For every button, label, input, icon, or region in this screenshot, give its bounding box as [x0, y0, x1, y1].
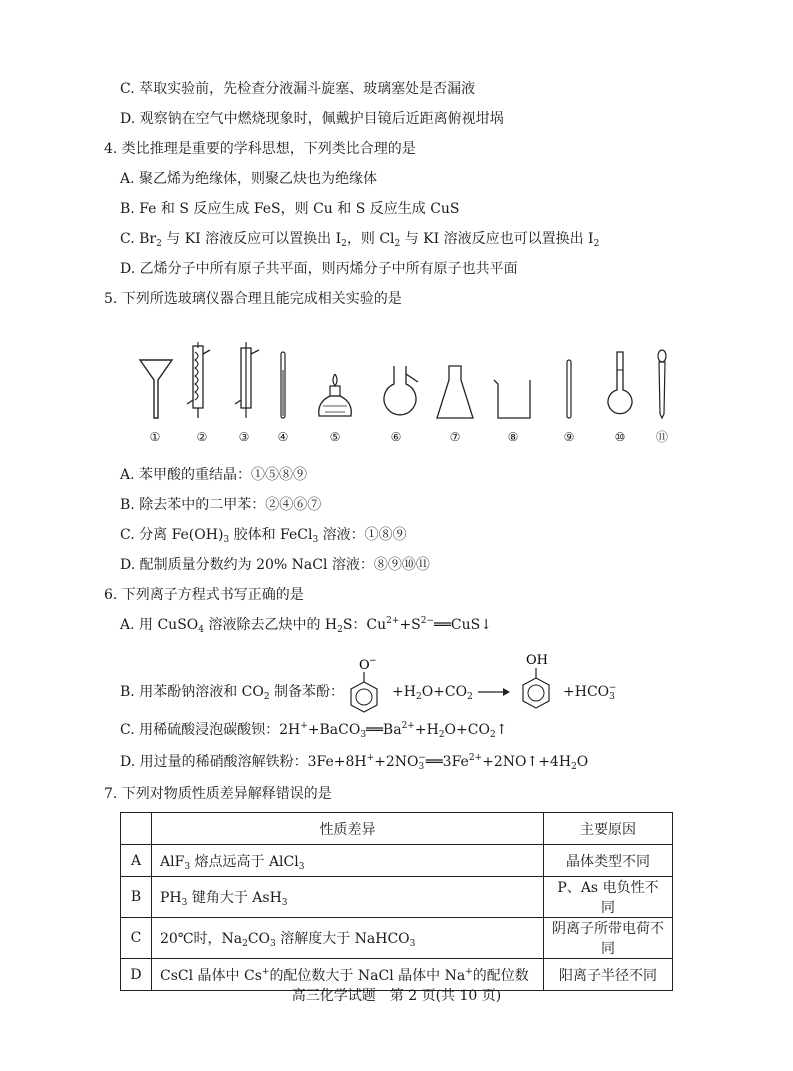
- apparatus-label: ④: [277, 430, 289, 444]
- row-reason: P、As 电负性不同: [544, 877, 673, 918]
- thermometer-icon: [278, 350, 288, 420]
- q5-option-c: C. 分离 $Fe(OH)_3$ 胶体和 FeCl$_3$ 溶液：①⑧⑨: [120, 527, 407, 545]
- phenoxide-structure: [345, 655, 385, 717]
- reaction-arrow-icon: [476, 685, 512, 699]
- conical-flask-icon: [435, 364, 475, 420]
- q3-option-d: D. 观察钠在空气中燃烧现象时，佩戴护目镜后近距离俯视坩埚: [120, 111, 504, 127]
- q5-option-b: B. 除去苯中的二甲苯：②④⑥⑦: [120, 497, 322, 513]
- q6-option-a: A. 用 CuSO$_4$ 溶液除去乙炔中的 $H_2S$：$Cu^{2+}+S^{2-}══CuS↓$: [120, 616, 492, 635]
- q6-stem: 6. 下列离子方程式书写正确的是: [104, 587, 304, 603]
- apparatus-label: ⑦: [449, 430, 461, 444]
- apparatus-label: ⑥: [390, 430, 402, 444]
- q4-option-c: C. $Br_2$ 与 KI 溶液反应可以置换出 $I_2$，则 $Cl_2$ 与 KI 溶液反应也可以置换出 $I_2$: [120, 231, 600, 249]
- row-property: CsCl 晶体中 Cs+的配位数大于 NaCl 晶体中 Na+的配位数: [152, 959, 544, 991]
- svg-text:−: −: [369, 656, 377, 666]
- funnel-icon: [138, 358, 174, 420]
- q4-option-a: A. 聚乙烯为绝缘体，则聚乙炔也为绝缘体: [120, 171, 378, 187]
- q4-stem: 4. 类比推理是重要的学科思想，下列类比合理的是: [104, 141, 416, 157]
- beaker-icon: [492, 376, 534, 420]
- table-row: [121, 877, 673, 918]
- row-reason: 阳离子半径不同: [544, 959, 673, 991]
- table-header-row: [121, 813, 673, 845]
- apparatus-label: ⑤: [329, 430, 341, 444]
- page-footer: 高三化学试题 第 2 页(共 10 页): [291, 988, 502, 1004]
- apparatus-label: ①: [149, 430, 161, 444]
- header-property: 性质差异: [152, 813, 544, 845]
- row-reason: 阴离子所带电荷不同: [544, 918, 673, 959]
- row-property: 20℃时，$Na_2CO_3$ 溶解度大于 NaHCO$_3$: [152, 918, 544, 959]
- q7-stem: 7. 下列对物质性质差异解释错误的是: [104, 786, 332, 802]
- row-key: D: [121, 959, 152, 991]
- row-key: B: [121, 877, 152, 918]
- q4-option-d: D. 乙烯分子中所有原子共平面，则丙烯分子中所有原子也共平面: [120, 261, 518, 277]
- q5-option-a: A. 苯甲酸的重结晶：①⑤⑧⑨: [120, 467, 308, 483]
- distillation-flask-icon: [378, 364, 422, 420]
- apparatus-label: ⑨: [563, 430, 575, 444]
- row-key: A: [121, 845, 152, 877]
- row-property: AlF$_3$ 熔点远高于 AlCl$_3$: [152, 845, 544, 877]
- table-row: [121, 918, 673, 959]
- q5-stem: 5. 下列所选玻璃仪器合理且能完成相关实验的是: [104, 291, 402, 307]
- property-table: [120, 812, 673, 991]
- phenol-structure: [514, 648, 558, 714]
- apparatus-label: ②: [196, 430, 208, 444]
- apparatus-label: ⑩: [614, 430, 626, 444]
- table-row: [121, 845, 673, 877]
- glass-rod-icon: [565, 358, 573, 420]
- apparatus-label: ⑪: [655, 430, 668, 444]
- straight-condenser-icon: [233, 340, 261, 420]
- q6-option-b-mid: $+H_2O+CO_2$: [392, 684, 473, 702]
- alcohol-lamp-icon: [315, 372, 355, 420]
- apparatus-label: ③: [238, 430, 250, 444]
- q6-option-b-prefix: B. 用苯酚钠溶液和 $CO_2$ 制备苯酚：: [120, 684, 345, 702]
- q6-option-b-suffix: $+HCO_3^-$: [563, 683, 617, 702]
- row-property: $PH_3$ 键角大于 AsH$_3$: [152, 877, 544, 918]
- row-reason: 晶体类型不同: [544, 845, 673, 877]
- q4-option-b: B. Fe 和 S 反应生成 FeS，则 Cu 和 S 反应生成 CuS: [120, 201, 460, 217]
- row-key: C: [121, 918, 152, 959]
- volumetric-flask-icon: [605, 350, 635, 420]
- header-reason: 主要原因: [544, 813, 673, 845]
- svg-text:O: O: [359, 658, 370, 673]
- dropper-icon: [655, 348, 669, 420]
- q6-option-d: D. 用过量的稀硝酸溶解铁粉：$3Fe+8H^++2NO_3^-══3Fe^{2+}+2NO↑+4H_2O$: [120, 753, 589, 772]
- bulb-condenser-icon: [185, 340, 213, 420]
- q5-option-d: D. 配制质量分数约为 20% NaCl 溶液：⑧⑨⑩⑪: [120, 557, 430, 573]
- q6-option-c: C. 用稀硫酸浸泡碳酸钡：$2H^++BaCO_3══Ba^{2+}+H_2O+CO_2↑$: [120, 721, 508, 740]
- svg-text:OH: OH: [526, 653, 548, 668]
- apparatus-label: ⑧: [507, 430, 519, 444]
- apparatus-row: [130, 340, 690, 420]
- q3-option-c: C. 萃取实验前，先检查分液漏斗旋塞、玻璃塞处是否漏液: [120, 81, 476, 97]
